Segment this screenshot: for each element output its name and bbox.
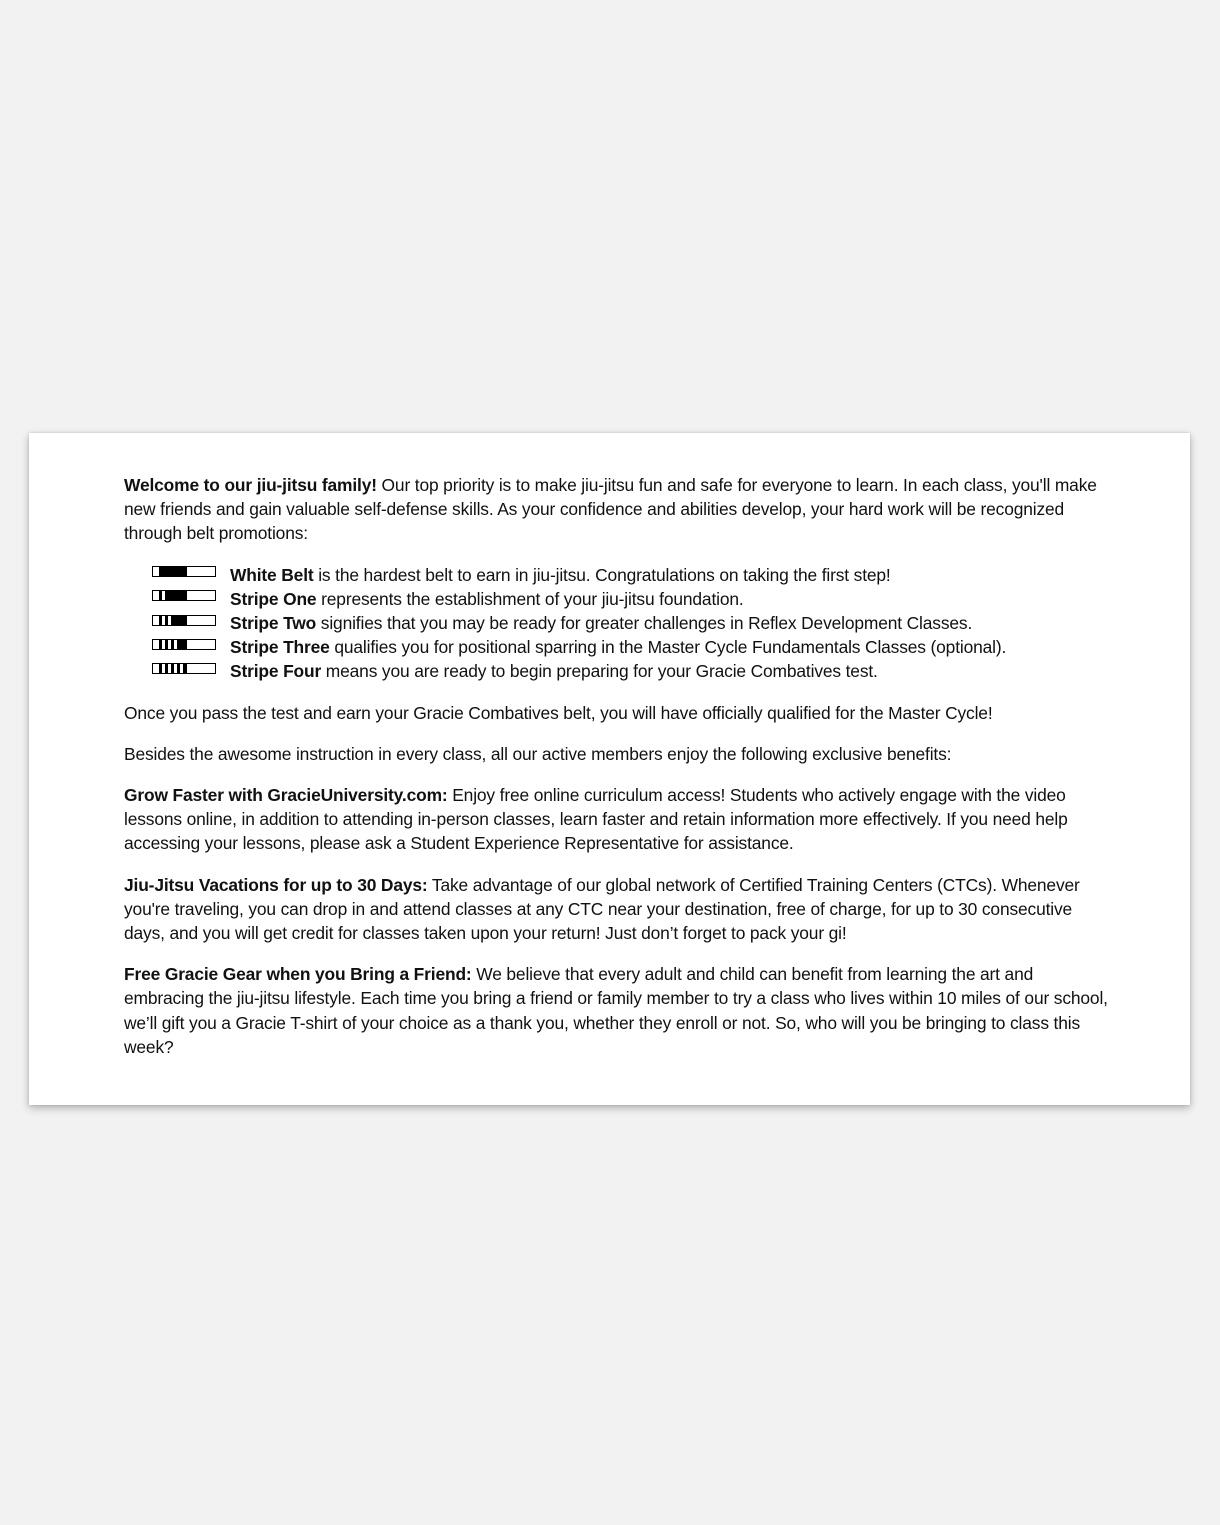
intro-text: Our top priority is to make jiu-jitsu fun and safe for everyone to learn. In each class, you'll make new friends and gain valuable self-defense skills. As your confidence and abilities develop, your hard work will be recognized through belt promotions: bbox=[124, 475, 1097, 544]
belt-item-stripe-two bbox=[124, 611, 1114, 635]
belt-description: qualifies you for positional sparring in the Master Cycle Fundamentals Classes (optional). bbox=[329, 637, 1007, 658]
stripe-three-belt-icon bbox=[152, 639, 216, 650]
intro-heading: Welcome to our jiu-jitsu family! bbox=[124, 475, 377, 495]
belt-name: Stripe One bbox=[230, 588, 317, 609]
belt-stripe bbox=[162, 664, 165, 673]
belt-item-stripe-three bbox=[124, 635, 1114, 659]
benefit-bring-a-friend bbox=[124, 962, 1114, 1059]
combatives-paragraph: Once you pass the test and earn your Gracie Combatives belt, you will have officially qualified for the Master Cycle! bbox=[124, 702, 993, 723]
belt-name: Stripe Two bbox=[230, 612, 317, 633]
belt-item-white bbox=[124, 563, 1114, 587]
belt-name: Stripe Four bbox=[230, 661, 322, 682]
belt-description: signifies that you may be ready for greater challenges in Reflex Development Classes. bbox=[316, 612, 973, 633]
intro-paragraph bbox=[124, 473, 1114, 546]
benefit-heading: Free Gracie Gear when you Bring a Friend: bbox=[124, 964, 472, 985]
belt-stripe bbox=[162, 591, 165, 600]
belt-stripe bbox=[162, 616, 165, 625]
belt-stripe bbox=[180, 664, 183, 673]
benefit-heading: Grow Faster with GracieUniversity.com: bbox=[124, 784, 448, 805]
belt-description: is the hardest belt to earn in jiu-jitsu. Congratulations on taking the first step! bbox=[313, 564, 891, 585]
belt-stripe bbox=[162, 640, 165, 649]
welcome-card bbox=[29, 433, 1190, 1105]
belt-description: represents the establishment of your jiu-jitsu foundation. bbox=[316, 588, 744, 609]
belt-stripe bbox=[168, 664, 171, 673]
white-belt-icon bbox=[152, 566, 216, 577]
card-content bbox=[124, 473, 1114, 1059]
belt-stripe bbox=[174, 640, 177, 649]
belt-list bbox=[124, 563, 1114, 684]
belt-item-stripe-one bbox=[124, 587, 1114, 611]
belt-stripe bbox=[174, 664, 177, 673]
benefit-text: Take advantage of our global network of Certified Training Centers (CTCs). Whenever you're traveling, you can drop in and attend classes at any CTC near your destination, free of charge, for up to 30 consecutive days, and you will get credit for classes taken upon your return! Just don’t forget to pack your gi! bbox=[124, 874, 1080, 943]
benefit-vacations bbox=[124, 873, 1114, 946]
stripe-one-belt-icon bbox=[152, 590, 216, 601]
stripe-two-belt-icon bbox=[152, 615, 216, 626]
stripe-four-belt-icon bbox=[152, 663, 216, 674]
benefit-text: We believe that every adult and child can benefit from learning the art and embracing the jiu-jitsu lifestyle. Each time you bring a friend or family member to try a class who lives within 10 miles of our school, we’ll gift you a Gracie T-shirt of your choice as a thank you, whether they enroll or not. So, who will you be bringing to class this week? bbox=[124, 964, 1108, 1057]
belt-stripe bbox=[168, 640, 171, 649]
belt-description: means you are ready to begin preparing for your Gracie Combatives test. bbox=[321, 661, 878, 682]
belt-stripe bbox=[168, 616, 171, 625]
belt-name: White Belt bbox=[230, 564, 314, 585]
benefit-text: Enjoy free online curriculum access! Students who actively engage with the video lessons online, in addition to attending in-person classes, learn faster and retain information more effectively. If you need help accessing your lessons, please ask a Student Experience Representative for assistance. bbox=[124, 784, 1068, 854]
belt-name: Stripe Three bbox=[230, 637, 330, 658]
benefit-online-curriculum bbox=[124, 783, 1114, 856]
benefit-heading: Jiu-Jitsu Vacations for up to 30 Days: bbox=[124, 874, 428, 895]
benefits-intro: Besides the awesome instruction in every class, all our active members enjoy the following exclusive benefits: bbox=[124, 743, 952, 764]
belt-item-stripe-four bbox=[124, 659, 1114, 683]
